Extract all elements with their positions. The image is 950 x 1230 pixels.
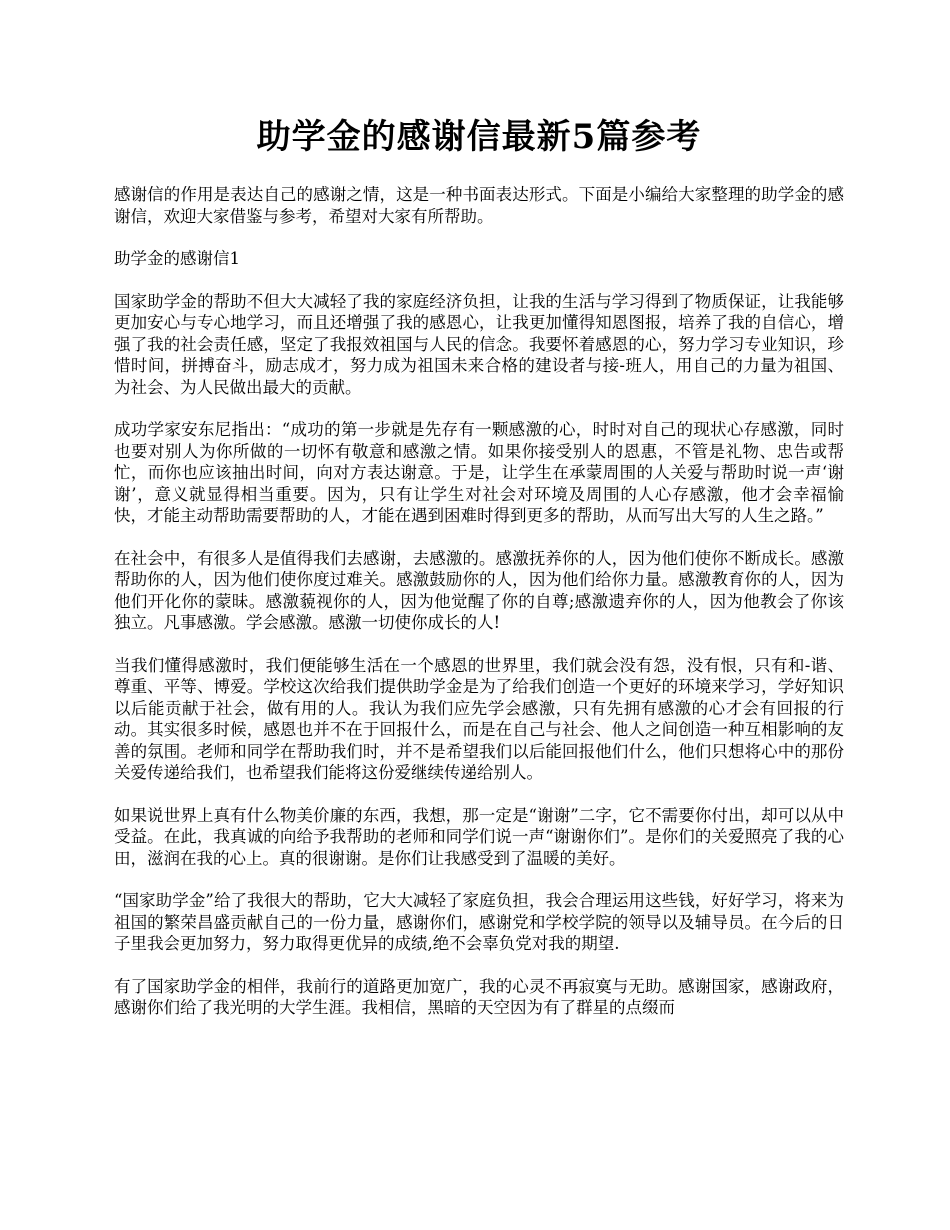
body-paragraph-7: 有了国家助学金的相伴，我前行的道路更加宽广，我的心灵不再寂寞与无助。感谢国家，感谢政府，感谢你们给了我光明的大学生涯。我相信，黑暗的天空因为有了群星的点缀而 [114, 976, 844, 1017]
body-paragraph-2: 成功学家安东尼指出：“成功的第一步就是先存有一颗感激的心，时时对自己的现状心存感激，同时也要对别人为你所做的一切怀有敬意和感激之情。如果你接受别人的恩惠，不管是礼物、忠告或帮忙，而你也应该抽出时间，向对方表达谢意。于是，让学生在承蒙周围的人关爱与帮助时说一声‘谢谢’，意义就显得相当重要。因为，只有让学生对社会对环境及周围的人心存感激，他才会幸福愉快，才能主动帮助需要帮助的人，才能在遇到困难时得到更多的帮助，从而写出大写的人生之路。” [114, 420, 844, 525]
intro-paragraph: 感谢信的作用是表达自己的感谢之情，这是一种书面表达形式。下面是小编给大家整理的助学金的感谢信，欢迎大家借鉴与参考，希望对大家有所帮助。 [114, 185, 844, 226]
body-paragraph-4: 当我们懂得感激时，我们便能够生活在一个感恩的世界里，我们就会没有怨，没有恨，只有和-谐、尊重、平等、博爱。学校这次给我们提供助学金是为了给我们创造一个更好的环境来学习，学好知识以后能贡献于社会，做有用的人。我认为我们应先学会感激，只有先拥有感激的心才会有回报的行动。其实很多时候，感恩也并不在于回报什么，而是在自己与社会、他人之间创造一种互相影响的友善的氛围。老师和同学在帮助我们时，并不是希望我们以后能回报他们什么，他们只想将心中的那份关爱传递给我们，也希望我们能将这份爱继续传递给别人。 [114, 655, 844, 782]
document-page [114, 112, 844, 1040]
body-paragraph-1: 国家助学金的帮助不但大大减轻了我的家庭经济负担，让我的生活与学习得到了物质保证，让我能够更加安心与专心地学习，而且还增强了我的感恩心，让我更加懂得知恩图报，培养了我的自信心，增强了我的社会责任感，坚定了我报效祖国与人民的信念。我要怀着感恩的心，努力学习专业知识，珍惜时间，拼搏奋斗，励志成才，努力成为祖国未来合格的建设者与接-班人，用自己的力量为祖国、为社会、为人民做出最大的贡献。 [114, 291, 844, 397]
body-paragraph-5: 如果说世界上真有什么物美价廉的东西，我想，那一定是“谢谢”二字，它不需要你付出，却可以从中受益。在此，我真诚的向给予我帮助的老师和同学们说一声“谢谢你们”。是你们的关爱照亮了我的心田，滋润在我的心上。真的很谢谢。是你们让我感受到了温暖的美好。 [114, 805, 844, 868]
document-title: 助学金的感谢信最新5篇参考 [256, 117, 702, 157]
section-label: 助学金的感谢信1 [114, 249, 240, 268]
body-paragraph-3: 在社会中，有很多人是值得我们去感谢，去感激的。感激抚养你的人，因为他们使你不断成长。感激帮助你的人，因为他们使你度过难关。感激鼓励你的人，因为他们给你力量。感激教育你的人，因为他们开化你的蒙昧。感激藐视你的人，因为他觉醒了你的自尊;感激遗弃你的人，因为他教会了你该独立。凡事感激。学会感激。感激一切使你成长的人! [114, 548, 844, 632]
body-paragraph-6: “国家助学金”给了我很大的帮助，它大大减轻了家庭负担，我会合理运用这些钱，好好学习，将来为祖国的繁荣昌盛贡献自己的一份力量，感谢你们，感谢党和学校学院的领导以及辅导员。在今后的日子里我会更加努力，努力取得更优异的成绩,绝不会辜负党对我的期望. [114, 891, 844, 953]
